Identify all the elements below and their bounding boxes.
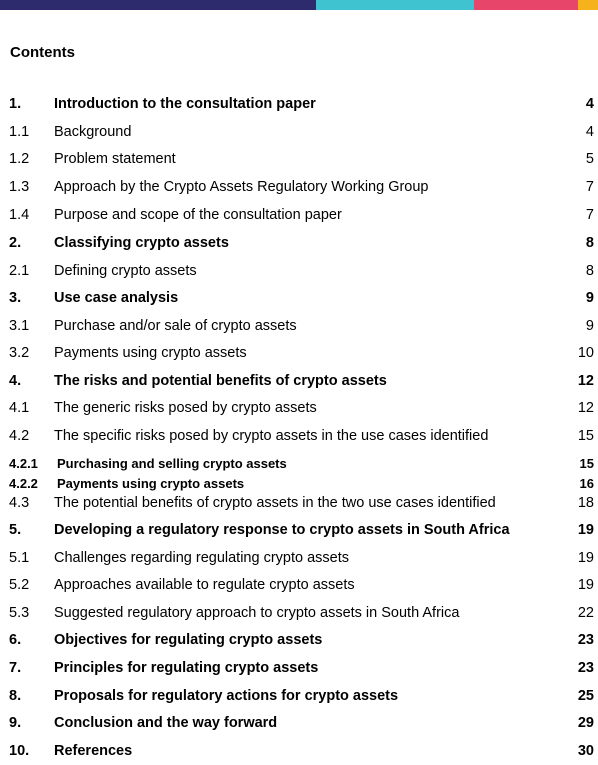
toc-number: 4. xyxy=(9,373,22,389)
toc-title: Introduction to the consultation paper xyxy=(54,96,316,112)
toc-number: 5.2 xyxy=(9,577,30,593)
header-color-bar xyxy=(0,0,598,10)
toc-number: 3. xyxy=(9,290,22,306)
toc-title: Defining crypto assets xyxy=(54,263,197,279)
toc-title: The potential benefits of crypto assets in the two use cases identified xyxy=(54,495,496,511)
toc-page-number: 15 xyxy=(577,428,594,444)
toc-number: 4.2 xyxy=(9,428,30,444)
toc-number: 10. xyxy=(9,743,30,759)
toc-title: Principles for regulating crypto assets xyxy=(54,660,319,676)
toc-title: Objectives for regulating crypto assets xyxy=(54,632,323,648)
color-bar-segment-pink xyxy=(474,0,578,10)
toc-page-number: 4 xyxy=(585,96,594,112)
color-bar-segment-yellow xyxy=(578,0,598,10)
toc-number: 5.3 xyxy=(9,605,30,621)
toc-page-number: 19 xyxy=(577,577,594,593)
toc-number: 4.3 xyxy=(9,495,30,511)
toc-number: 4.1 xyxy=(9,400,30,416)
toc-number: 5.1 xyxy=(9,550,30,566)
toc-number: 4.2.1 xyxy=(9,456,38,471)
toc-page-number: 16 xyxy=(579,476,594,491)
toc-page-number: 4 xyxy=(585,124,594,140)
toc-page-number: 30 xyxy=(577,743,594,759)
toc-page-number: 8 xyxy=(585,263,594,279)
toc-page-number: 9 xyxy=(585,290,594,306)
toc-title: Use case analysis xyxy=(54,290,179,306)
toc-number: 3.1 xyxy=(9,318,30,334)
toc-title: Suggested regulatory approach to crypto assets in South Africa xyxy=(54,605,460,621)
toc-number: 4.2.2 xyxy=(9,476,38,491)
toc-page-number: 18 xyxy=(577,495,594,511)
toc-title: Challenges regarding regulating crypto assets xyxy=(54,550,350,566)
toc-title: References xyxy=(54,743,133,759)
toc-number: 9. xyxy=(9,715,22,731)
toc-page-number: 12 xyxy=(577,373,594,389)
toc-title: Purpose and scope of the consultation paper xyxy=(54,207,342,223)
toc-title: Purchasing and selling crypto assets xyxy=(57,456,287,471)
toc-page-number: 8 xyxy=(585,235,594,251)
toc-title: Background xyxy=(54,124,132,140)
toc-number: 1.3 xyxy=(9,179,30,195)
toc-title: The risks and potential benefits of crypto assets xyxy=(54,373,387,389)
toc-page-number: 25 xyxy=(577,688,594,704)
color-bar-segment-teal xyxy=(316,0,474,10)
toc-number: 1.4 xyxy=(9,207,30,223)
toc-title: Purchase and/or sale of crypto assets xyxy=(54,318,297,334)
toc-number: 1. xyxy=(9,96,22,112)
toc-number: 1.1 xyxy=(9,124,30,140)
toc-number: 2.1 xyxy=(9,263,30,279)
toc-title: Conclusion and the way forward xyxy=(54,715,278,731)
toc-title: The generic risks posed by crypto assets xyxy=(54,400,317,416)
toc-number: 8. xyxy=(9,688,22,704)
toc-number: 5. xyxy=(9,522,22,538)
toc-number: 6. xyxy=(9,632,22,648)
toc-page-number: 7 xyxy=(585,179,594,195)
toc-title: Developing a regulatory response to crypto assets in South Africa xyxy=(54,522,510,538)
toc-page-number: 19 xyxy=(577,550,594,566)
toc-title: Approach by the Crypto Assets Regulatory Working Group xyxy=(54,179,429,195)
toc-page-number: 23 xyxy=(577,660,594,676)
toc-number: 2. xyxy=(9,235,22,251)
toc-title: Proposals for regulatory actions for crypto assets xyxy=(54,688,399,704)
contents-heading: Contents xyxy=(10,44,75,61)
toc-number: 3.2 xyxy=(9,345,30,361)
toc-page-number: 12 xyxy=(577,400,594,416)
toc-title: Payments using crypto assets xyxy=(57,476,245,491)
toc-page-number: 19 xyxy=(577,522,594,538)
toc-title: Classifying crypto assets xyxy=(54,235,229,251)
toc-page-number: 15 xyxy=(579,456,594,471)
toc-page-number: 7 xyxy=(585,207,594,223)
toc-number: 7. xyxy=(9,660,22,676)
toc-page-number: 9 xyxy=(585,318,594,334)
toc-page-number: 22 xyxy=(577,605,594,621)
toc-page-number: 10 xyxy=(577,345,594,361)
toc-title: Problem statement xyxy=(54,151,176,167)
toc-page-number: 5 xyxy=(585,151,594,167)
toc-title: Approaches available to regulate crypto assets xyxy=(54,577,355,593)
toc-title: The specific risks posed by crypto assets in the use cases identified xyxy=(54,428,489,444)
toc-page-number: 29 xyxy=(577,715,594,731)
toc-number: 1.2 xyxy=(9,151,30,167)
toc-title: Payments using crypto assets xyxy=(54,345,247,361)
toc-page-number: 23 xyxy=(577,632,594,648)
color-bar-segment-navy xyxy=(0,0,316,10)
